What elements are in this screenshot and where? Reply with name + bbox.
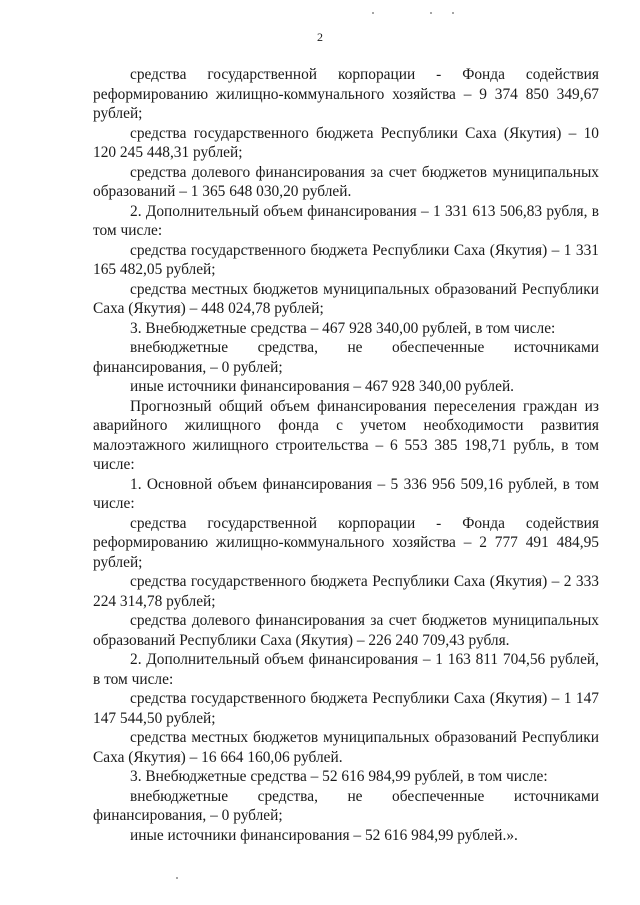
paragraph: 1. Основной объем финансирования – 5 336 956 509,16 рублей, в том числе:: [93, 475, 599, 512]
page-number: 2: [317, 30, 323, 44]
scan-speck: [372, 12, 374, 14]
paragraph: средства государственной корпорации - Фонда содействия реформированию жилищно-коммунального хозяйства – 9 374 850 349,67 рублей;: [93, 66, 599, 122]
paragraph: средства местных бюджетов муниципальных образований Республики Саха (Якутия) – 16 664 160,06 рублей.: [93, 729, 599, 766]
paragraph: внебюджетные средства, не обеспеченные источниками финансирования, – 0 рублей;: [93, 787, 599, 824]
paragraph: 3. Внебюджетные средства – 467 928 340,00 рублей, в том числе:: [130, 319, 556, 337]
paragraph: 2. Дополнительный объем финансирования – 1 163 811 704,56 рублей, в том числе:: [93, 651, 599, 688]
paragraph: средства долевого финансирования за счет бюджетов муниципальных образований – 1 365 648 030,20 рублей.: [93, 163, 599, 200]
paragraph: средства государственного бюджета Республики Саха (Якутия) – 10 120 245 448,31 рублей;: [93, 124, 599, 161]
document-body: [93, 65, 599, 845]
scan-speck: [430, 12, 432, 14]
paragraph: иные источники финансирования – 467 928 340,00 рублей.: [130, 378, 515, 395]
paragraph: средства государственного бюджета Республики Саха (Якутия) – 1 147 147 544,50 рублей;: [93, 690, 599, 727]
paragraph: иные источники финансирования – 52 616 984,99 рублей.».: [130, 826, 518, 844]
paragraph: 3. Внебюджетные средства – 52 616 984,99 рублей, в том числе:: [130, 768, 548, 785]
paragraph: средства государственного бюджета Республики Саха (Якутия) – 2 333 224 314,78 рублей;: [93, 573, 599, 610]
scan-speck: [452, 12, 454, 14]
paragraph: 2. Дополнительный объем финансирования – 1 331 613 506,83 рубля, в том числе:: [93, 202, 599, 239]
paragraph: внебюджетные средства, не обеспеченные источниками финансирования, – 0 рублей;: [93, 339, 599, 376]
paragraph: средства государственной корпорации - Фонда содействия реформированию жилищно-коммунального хозяйства – 2 777 491 484,95 рублей;: [93, 514, 599, 571]
paragraph: Прогнозный общий объем финансирования переселения граждан из аварийного жилищного фонда с учетом необходимости развития малоэтажного жилищного строительства – 6 553 385 198,71 рубль, в том числе:: [93, 397, 599, 473]
scan-speck: [176, 877, 178, 879]
paragraph: средства долевого финансирования за счет бюджетов муниципальных образований Республики Саха (Якутия) – 226 240 709,43 рубля.: [93, 612, 599, 649]
paragraph: средства местных бюджетов муниципальных образований Республики Саха (Якутия) – 448 024,78 рублей;: [93, 280, 599, 317]
paragraph: средства государственного бюджета Республики Саха (Якутия) – 1 331 165 482,05 рублей;: [93, 241, 599, 278]
